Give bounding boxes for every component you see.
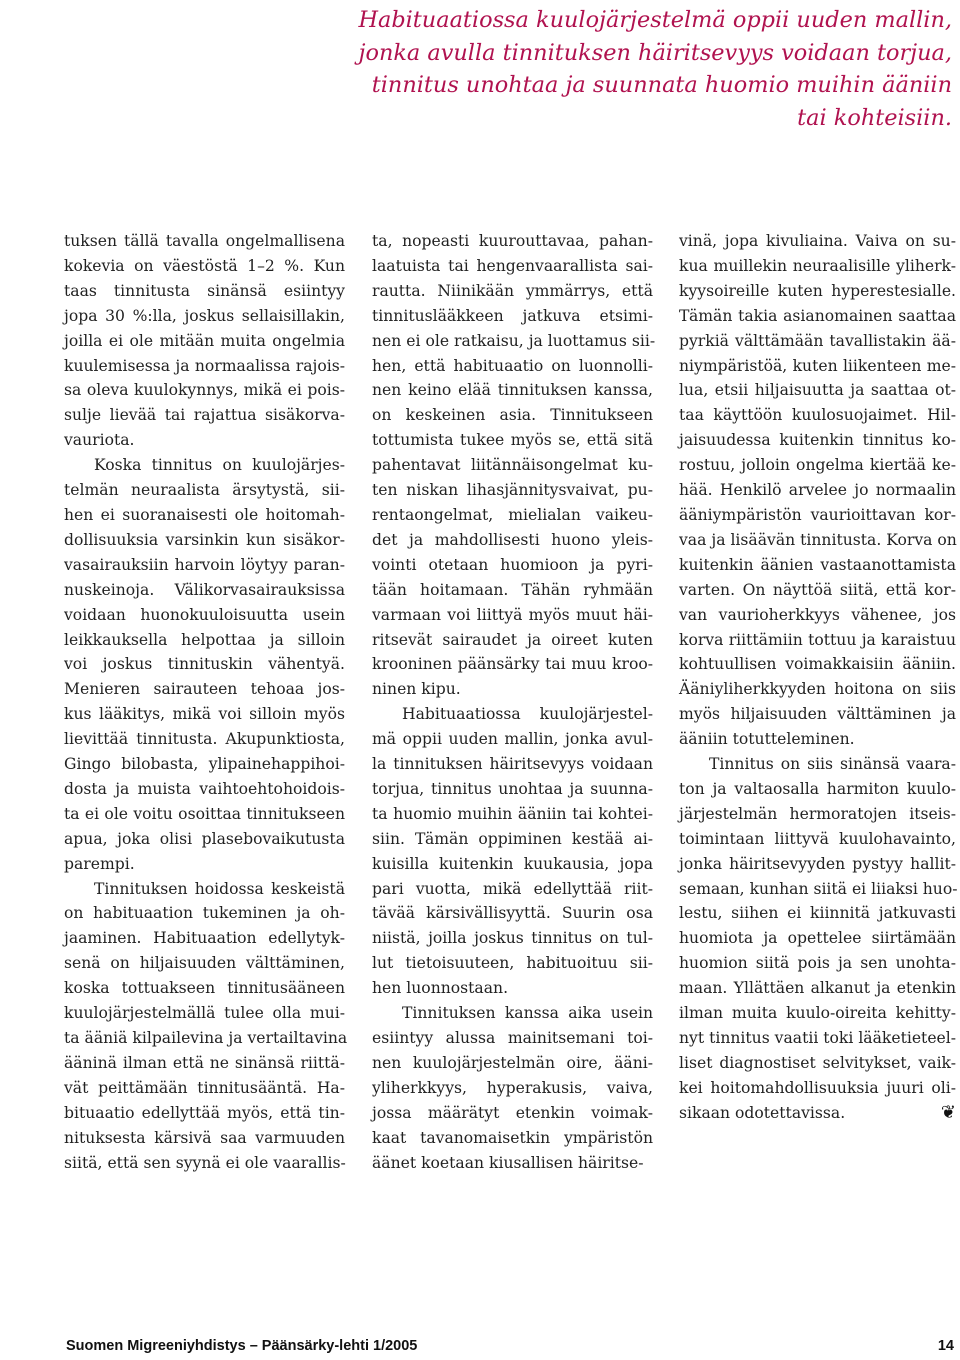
text-line: voi joskus tinnituskin vähentyä. bbox=[64, 655, 345, 674]
text-line: äänet koetaan kiusallisen häiritse- bbox=[372, 1153, 644, 1172]
text-line: kuulemisessa ja normaalissa rajois- bbox=[64, 356, 345, 375]
text-line: leikkauksella helpottaa ja silloin bbox=[64, 630, 345, 649]
text-line: koska tottuakseen tinnitusääneen bbox=[64, 979, 345, 998]
text-line: maan. Yllättäen alkanut ja etenkin bbox=[679, 979, 956, 998]
text-line: myös hiljaisuuden välttäminen ja bbox=[679, 705, 956, 724]
text-line: rentaongelmat, mielialan vaikeu- bbox=[372, 505, 653, 524]
text-line: det ja mahdollisesti huono yleis- bbox=[372, 530, 653, 549]
text-line: vauriota. bbox=[64, 431, 135, 450]
text-line: järjestelmän hermoratojen itseis- bbox=[679, 804, 956, 823]
text-line: Gingo bilobasta, ylipainehappihoi- bbox=[64, 755, 345, 774]
text-line: esiintyy alussa mainitsemani toi- bbox=[372, 1029, 653, 1047]
text-line: rostuu, jolloin ongelma kiertää ke- bbox=[679, 456, 956, 475]
text-line: lievittää tinnitusta. Akupunktiosta, bbox=[64, 730, 345, 749]
text-line: joilla ei ole mitään muita ongelmia bbox=[64, 331, 345, 350]
text-line: Tinnituksen kanssa aika usein bbox=[402, 1004, 653, 1023]
text-column-1 bbox=[64, 229, 348, 1175]
text-line: taa käyttöön kuulosuojaimet. Hil- bbox=[679, 406, 956, 425]
text-line: pari vuotta, mikä edellyttää riit- bbox=[372, 879, 653, 898]
text-line: tuksen tällä tavalla ongelmallisena bbox=[64, 232, 345, 250]
text-line: kokevia on väestöstä 1–2 %. Kun bbox=[64, 256, 345, 275]
text-line: niympäristöä, kuten liikenteen me- bbox=[679, 356, 956, 375]
text-line: tävää kärsivällisyyttä. Suurin osa bbox=[372, 904, 653, 923]
text-line: kus lääkitys, mikä voi silloin myös bbox=[64, 705, 345, 724]
text-line: tottumista tukee myös se, että sitä bbox=[372, 431, 653, 450]
paragraph bbox=[64, 877, 348, 1176]
pull-quote bbox=[352, 4, 952, 134]
text-line: sulje lievää tai rajattua sisäkorva- bbox=[64, 406, 345, 425]
text-line: ten niskan lihasjännitysvaivat, pu- bbox=[372, 481, 653, 500]
text-line: vointi otetaan huomioon ja pyri- bbox=[372, 555, 653, 574]
text-line: lestu, siihen ei kiinnitä jatkuvasti bbox=[679, 904, 956, 923]
page-footer bbox=[66, 1338, 954, 1354]
text-line: ta ei ole voitu osoittaa tinnitukseen bbox=[64, 804, 345, 823]
text-line: apua, joka olisi plasebovaikutusta bbox=[64, 829, 345, 848]
text-line: kuulojärjestelmällä tulee olla mui- bbox=[64, 1004, 345, 1023]
text-line: on keskeinen asia. Tinnitukseen bbox=[372, 406, 653, 425]
text-line: Tämän takia asianomainen saattaa bbox=[679, 306, 956, 325]
text-line: mä oppii uuden mallin, jonka avul- bbox=[372, 730, 653, 749]
text-line: van vaurioherkkyys vähenee, jos bbox=[679, 605, 956, 624]
text-line: kei hoitomahdollisuuksia juuri oli- bbox=[679, 1078, 956, 1097]
text-line: huomion siitä pois ja sen unohta- bbox=[679, 954, 956, 973]
text-line: telmän neuraalista ärsytystä, sii- bbox=[64, 481, 345, 500]
text-line: semaan, kunhan siitä ei liiaksi huo- bbox=[679, 879, 958, 898]
text-line: dosta ja muista vaihtoehtohoidois- bbox=[64, 779, 345, 798]
paragraph bbox=[372, 229, 656, 702]
text-line: tään hoitamaan. Tähän ryhmään bbox=[372, 580, 653, 599]
text-line: ääniympäristön vaurioittavan kor- bbox=[679, 505, 956, 524]
pull-quote-line: tai kohteisiin. bbox=[797, 104, 952, 131]
text-line: krooninen päänsärky tai muu kroo- bbox=[372, 655, 653, 674]
paragraph bbox=[372, 702, 653, 1001]
page-number: 14 bbox=[937, 1338, 954, 1354]
text-line: kaat tavanomaisetkin ympäristön bbox=[372, 1128, 653, 1147]
text-line: varten. On näyttöä siitä, että kor- bbox=[679, 580, 956, 599]
paragraph bbox=[679, 752, 956, 1126]
end-mark-icon: ❦ bbox=[940, 1101, 956, 1123]
text-line: taas tinnitusta sinänsä esiintyy bbox=[64, 281, 345, 300]
text-line: nen ei ole ratkaisu, ja luottamus sii- bbox=[372, 331, 656, 350]
text-line: niistä, joilla joskus tinnitus on tul- bbox=[372, 929, 653, 948]
text-line: sa oleva kuulokynnys, mikä ei pois- bbox=[64, 381, 345, 400]
text-line: nituksesta kärsivä saa varmuuden bbox=[64, 1128, 345, 1147]
paragraph bbox=[64, 229, 345, 453]
text-line: siitä, että sen syynä ei ole vaarallis- bbox=[64, 1153, 346, 1172]
text-line: ääninä ilman että ne sinänsä riittä- bbox=[64, 1053, 345, 1072]
paragraph bbox=[64, 453, 345, 876]
text-line: hen, että habituaatio on luonnolli- bbox=[372, 356, 653, 375]
text-line: jonka häiritsevyyden pystyy hallit- bbox=[679, 854, 956, 873]
pull-quote-line: jonka avulla tinnituksen häiritsevyys voidaan torjua, bbox=[358, 39, 952, 66]
text-line: huomiota ja opettelee siirtämään bbox=[679, 929, 956, 948]
text-line: ääniin totutteleminen. bbox=[679, 730, 855, 749]
text-line: sikaan odotettavissa. bbox=[679, 1103, 846, 1122]
text-line: nen kuulojärjestelmän oire, ääni- bbox=[372, 1053, 653, 1072]
text-line: ilman muita kuulo-oireita kehitty- bbox=[679, 1004, 956, 1023]
text-line: parempi. bbox=[64, 854, 135, 873]
text-line: Tinnituksen hoidossa keskeistä bbox=[94, 879, 345, 898]
paragraph bbox=[372, 1001, 653, 1175]
text-line: bituaatio edellyttää myös, että tin- bbox=[64, 1103, 345, 1122]
text-line: nen keino elää tinnituksen kanssa, bbox=[372, 381, 653, 400]
text-line: ta, nopeasti kuurouttavaa, pahan- bbox=[372, 232, 653, 250]
text-line: hen luonnostaan. bbox=[372, 979, 509, 998]
text-line: jopa 30 %:lla, joskus sellaisillakin, bbox=[64, 306, 345, 325]
text-line: vasairauksiin harvoin löytyy paran- bbox=[64, 555, 345, 574]
text-line: senä on hiljaisuuden välttäminen, bbox=[64, 954, 345, 973]
text-line: vaa ja lisäävän tinnitusta. Korva on bbox=[679, 530, 957, 549]
text-line: Ääniyliherkkyyden hoitona on siis bbox=[679, 680, 956, 699]
text-line: pyrkiä välttämään tavallistakin ää- bbox=[679, 331, 956, 350]
text-line: on habituaation tukeminen ja oh- bbox=[64, 904, 345, 923]
text-line: jaisuudessa kuitenkin tinnitus ko- bbox=[679, 431, 956, 450]
text-line: hen ei suoranaisesti ole hoitomah- bbox=[64, 505, 345, 524]
text-line: Tinnitus on siis sinänsä vaara- bbox=[709, 755, 956, 774]
text-line: ritsevät sairaudet ja oireet kuten bbox=[372, 630, 653, 649]
publication-name: Suomen Migreeniyhdistys – Päänsärky-lehti 1/2005 bbox=[66, 1338, 418, 1354]
text-line: kuisilla kuitenkin kuukausia, jopa bbox=[372, 854, 653, 873]
text-line: lut tietoisuuteen, habituoituu sii- bbox=[372, 954, 653, 973]
text-line: korva riittämiin tottuu ja karaistuu bbox=[679, 630, 956, 649]
text-line: kyysoireille kuten hyperestesialle. bbox=[679, 281, 956, 300]
text-line: varmaan voi liittyä myös muut häi- bbox=[372, 605, 653, 624]
text-column-2 bbox=[372, 229, 656, 1175]
pull-quote-line: tinnitus unohtaa ja suunnata huomio muihin ääniin bbox=[371, 72, 952, 99]
text-line: ta ääniä kilpailevina ja vertailtavina bbox=[64, 1029, 348, 1047]
text-line: lua, etsii hiljaisuutta ja saattaa ot- bbox=[679, 381, 956, 400]
text-line: dollisuuksia varsinkin kun sisäkor- bbox=[64, 530, 345, 549]
paragraph bbox=[679, 229, 956, 752]
text-line: Menieren sairauteen tehoaa jos- bbox=[64, 680, 345, 699]
text-line: kohtuullisen voimakkaisiin ääniin. bbox=[679, 655, 956, 674]
text-line: nyt tinnitus vaatii toki lääketieteel- bbox=[679, 1029, 957, 1047]
text-line: pahentavat liitännäisongelmat ku- bbox=[372, 456, 653, 475]
text-line: Habituaatiossa kuulojärjestel- bbox=[402, 705, 653, 724]
text-line: toimintaan liittyvä kuulohavainto, bbox=[679, 829, 956, 848]
text-line: ninen kipu. bbox=[372, 680, 461, 699]
text-line: tinnituslääkkeen jatkuva etsimi- bbox=[372, 306, 653, 325]
text-line: laatuista tai hengenvaarallista sai- bbox=[372, 256, 653, 275]
text-line: ton ja valtaosalla harmiton kuulo- bbox=[679, 779, 956, 798]
text-line: kuitenkin äänien vastaanottamista bbox=[679, 555, 956, 574]
pull-quote-line: Habituaatiossa kuulojärjestelmä oppii uuden mallin, bbox=[358, 7, 952, 33]
text-line: jaaminen. Habituaation edellytyk- bbox=[64, 929, 345, 948]
text-line: nuskeinoja. Välikorvasairauksissa bbox=[64, 580, 345, 599]
text-line: kua muillekin neuraalisille yliherk- bbox=[679, 256, 956, 275]
text-line: torjua, tinnitus unohtaa ja suunna- bbox=[372, 779, 653, 798]
text-line: ta huomio muihin ääniin tai kohtei- bbox=[372, 804, 653, 823]
text-line: siin. Tämän oppiminen kestää ai- bbox=[372, 829, 653, 848]
text-line: vät peittämään tinnitusääntä. Ha- bbox=[64, 1078, 345, 1097]
text-line: Koska tinnitus on kuulojärjes- bbox=[94, 456, 345, 475]
text-line: liset diagnostiset selvitykset, vaik- bbox=[679, 1053, 956, 1072]
text-line: voidaan huonokuuloisuutta usein bbox=[64, 605, 345, 624]
text-line: vinä, jopa kivuliaina. Vaiva on su- bbox=[679, 232, 956, 250]
text-line: yliherkkyys, hyperakusis, vaiva, bbox=[372, 1078, 653, 1097]
text-line: rautta. Niinikään ymmärrys, että bbox=[372, 281, 653, 300]
text-line: hää. Henkilö arvelee jo normaalin bbox=[679, 481, 956, 500]
text-line: la tinnituksen häiritsevyys voidaan bbox=[372, 755, 653, 774]
text-column-3 bbox=[679, 229, 956, 1126]
text-line: jossa määrätyt etenkin voimak- bbox=[372, 1103, 653, 1122]
